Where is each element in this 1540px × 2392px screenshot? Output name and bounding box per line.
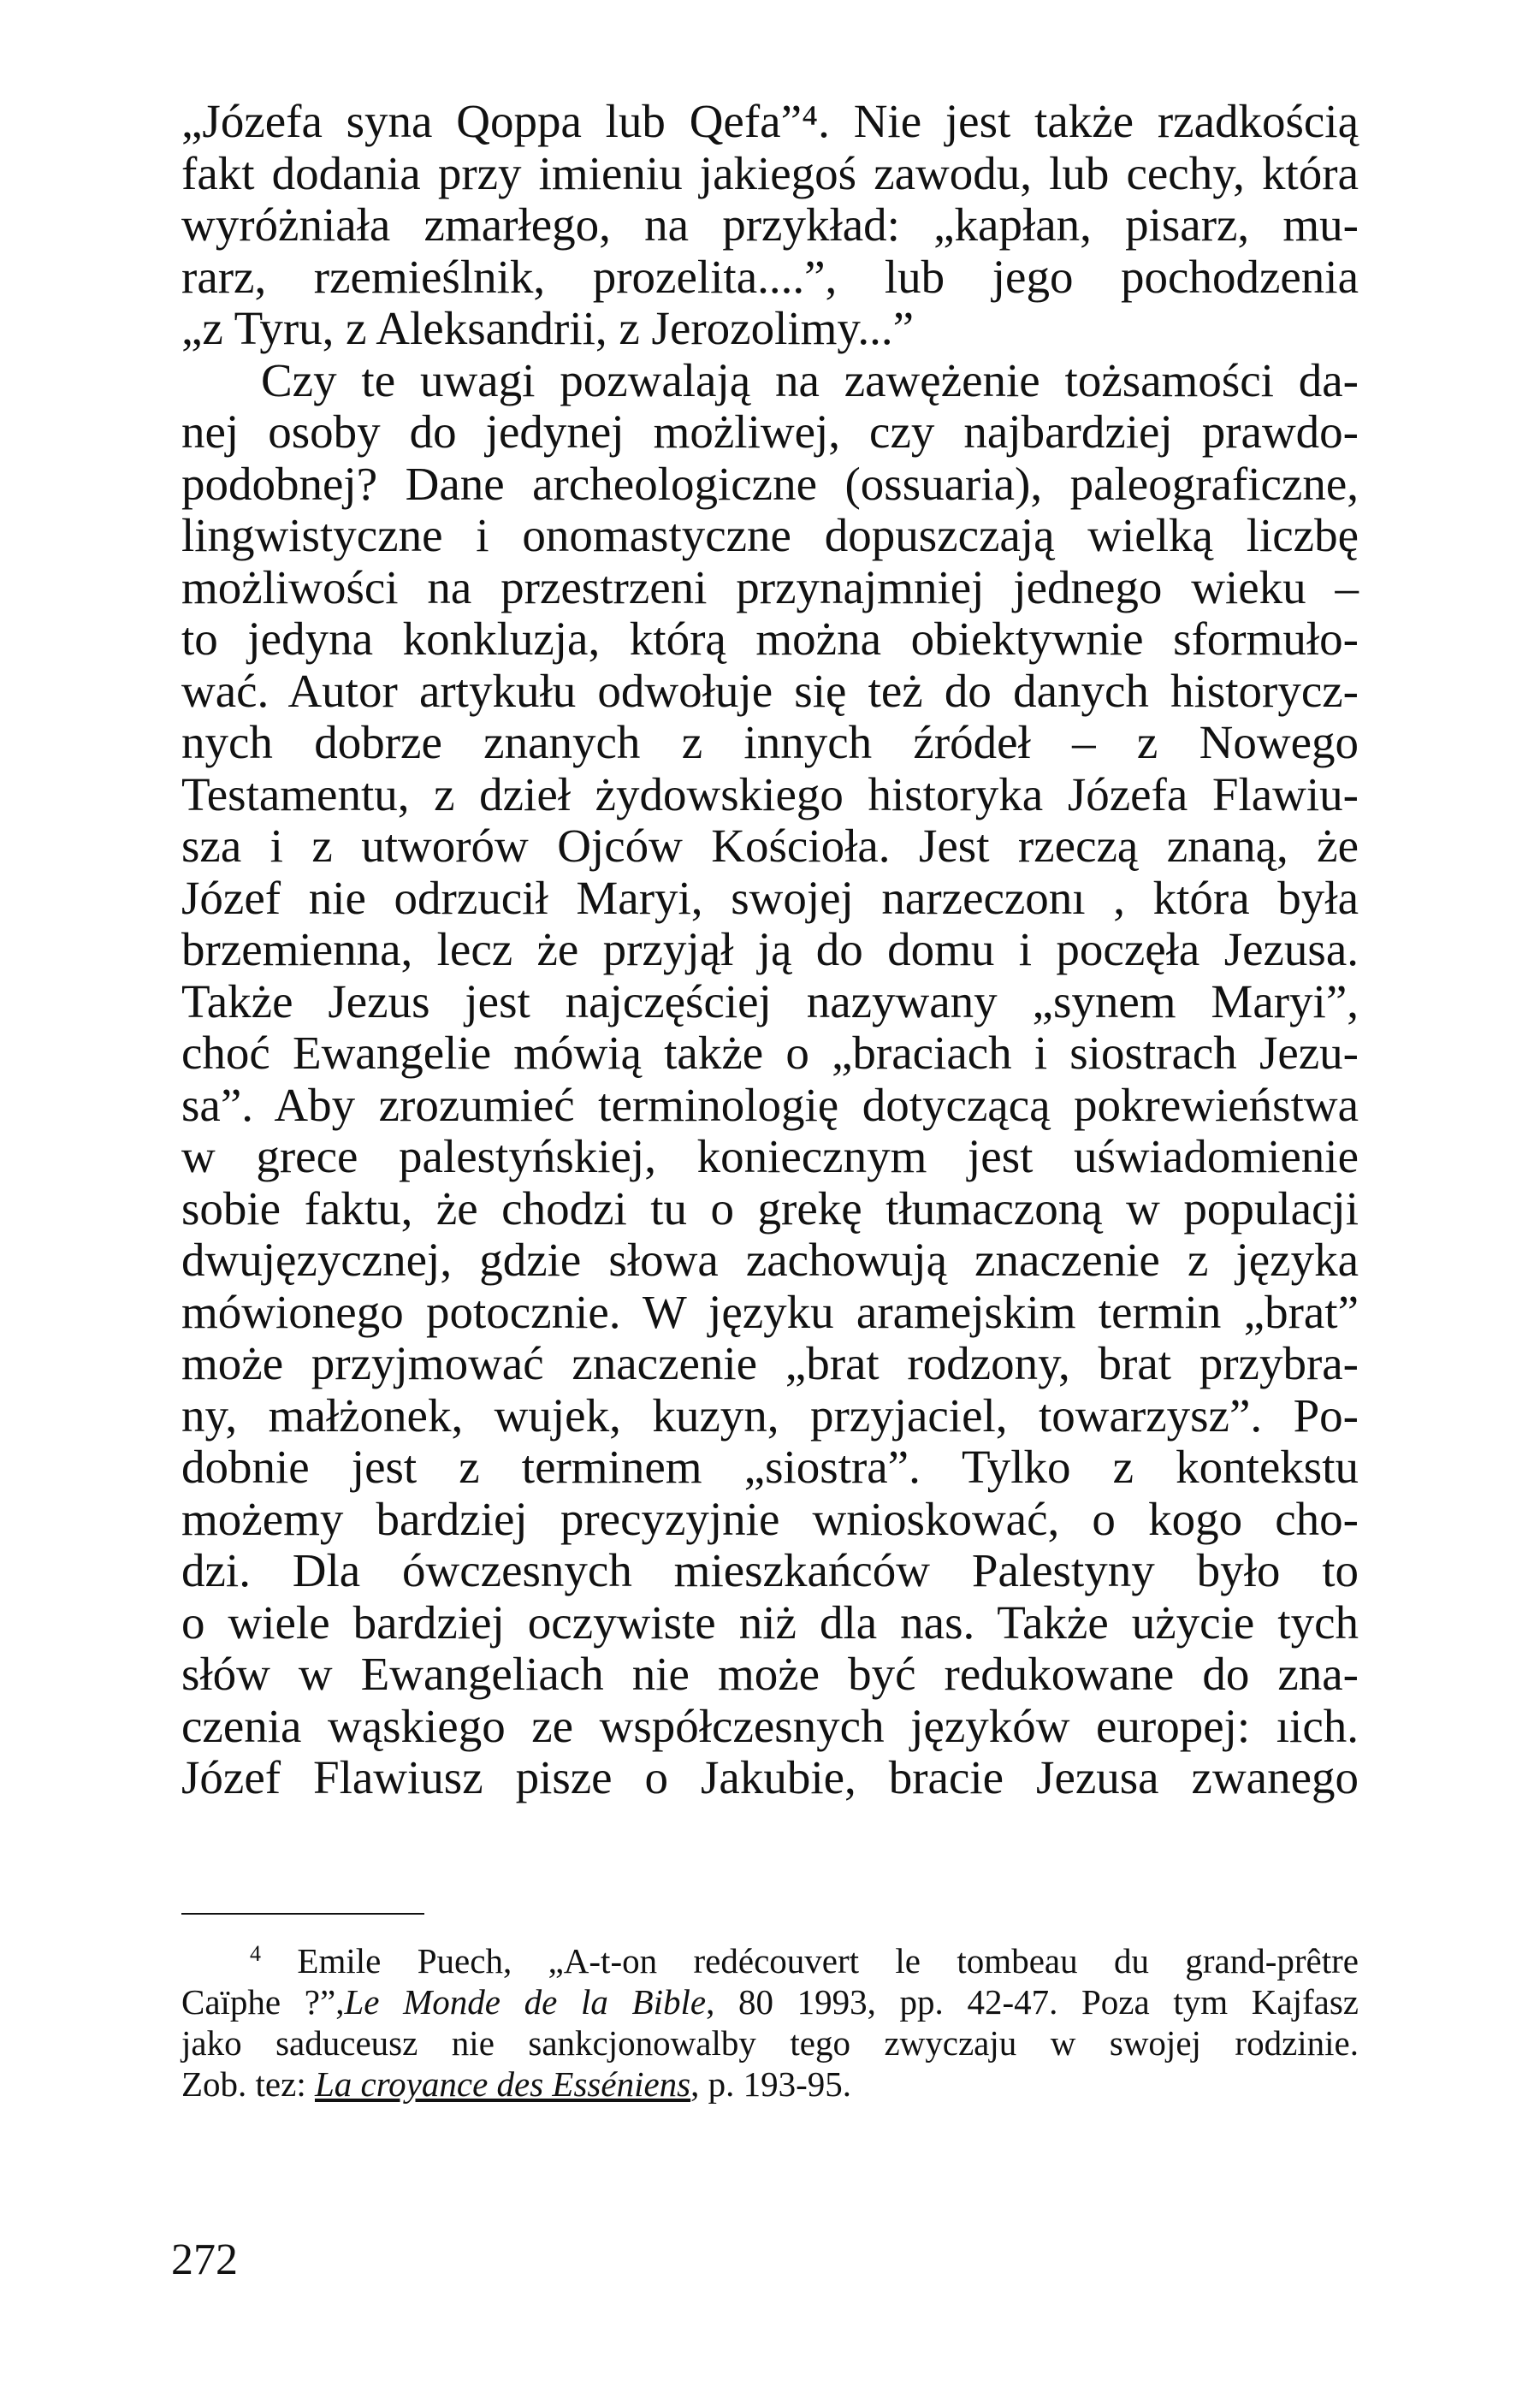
- text-line: rarz, rzemieślnik, prozelita....”, lub jego pochodzenia: [181, 250, 1359, 303]
- footnote-text: , p. 193-95.: [690, 2064, 852, 2104]
- paragraph-start-line: Czy te uwagi pozwalają na zawężenie tożsamości da-: [261, 353, 1359, 406]
- text-line: podobnej? Dane archeologiczne (ossuaria), paleograficzne,: [181, 457, 1359, 510]
- text-line: Także Jezus jest najczęściej nazywany „synem Maryi”,: [181, 974, 1359, 1027]
- text-line: dobnie jest z terminem „siostra”. Tylko z kontekstu: [181, 1441, 1359, 1493]
- footnote-title-italic: La croyance des Esséniens: [314, 2064, 691, 2104]
- footnote-separator: [181, 1913, 424, 1915]
- text-line: wać. Autor artykułu odwołuje się też do danych historycz-: [181, 664, 1359, 717]
- text-line: Józef nie odrzucił Maryi, swojej narzeczonı , która była: [181, 871, 1359, 924]
- footnote-text: Emile Puech, „A-t-on redécouvert le tombeau du grand-prêtre: [297, 1941, 1359, 1981]
- footnote-text: , 80 1993, pp. 42-47. Poza tym Kajfasz: [706, 1982, 1359, 2022]
- footnote-line: [181, 1940, 1359, 1981]
- text-line: choć Ewangelie mówią także o „braciach i siostrach Jezu-: [181, 1027, 1359, 1079]
- text-line: możemy bardziej precyzyjnie wnioskować, o kogo cho-: [181, 1492, 1359, 1545]
- text-line: brzemienna, lecz że przyjął ją do domu i poczęła Jezusa.: [181, 923, 1359, 975]
- text-line: fakt dodania przy imieniu jakiegoś zawodu, lub cechy, która: [181, 146, 1359, 199]
- text-line: „z Tyru, z Aleksandrii, z Jerozolimy...”: [181, 302, 915, 354]
- text-line: możliwości na przestrzeni przynajmniej jednego wieku –: [181, 560, 1359, 613]
- text-line: ny, małżonek, wujek, kuzyn, przyjaciel, towarzysz”. Po-: [181, 1388, 1359, 1442]
- footnote-text: Caïphe ?”,: [181, 1982, 345, 2022]
- text-line: sobie faktu, że chodzi tu o grekę tłumaczoną w populacji: [181, 1181, 1359, 1234]
- text-line: sza i z utworów Ojców Kościoła. Jest rzeczą znaną, że: [181, 820, 1359, 872]
- text-line: „Józefa syna Qoppa lub Qefa”⁴. Nie jest także rzadkością: [181, 95, 1359, 147]
- footnote-text: Zob. tez:: [181, 2064, 315, 2104]
- text-line: Testamentu, z dzieł żydowskiego historyka Józefa Flawiu-: [181, 767, 1359, 820]
- main-text: [181, 96, 1359, 1804]
- footnote-marker: 4: [250, 1941, 261, 1966]
- text-line: czenia wąskiego ze współczesnych języków europej: ıich.: [181, 1699, 1359, 1752]
- text-line: w grece palestyńskiej, koniecznym jest uświadomienie: [181, 1130, 1359, 1182]
- text-line: słów w Ewangeliach nie może być redukowane do zna-: [181, 1648, 1359, 1700]
- text-line: dwujęzycznej, gdzie słowa zachowują znaczenie z języka: [181, 1234, 1359, 1286]
- text-line: nych dobrze znanych z innych źródeł – z Nowego: [181, 716, 1359, 768]
- footnote: [181, 1940, 1359, 2105]
- text-line: nej osoby do jedynej możliwej, czy najbardziej prawdo-: [181, 406, 1359, 458]
- footnote-title-italic: Le Monde de la Bible: [344, 1982, 707, 2022]
- text-line: może przyjmować znaczenie „brat rodzony, brat przybra-: [181, 1337, 1359, 1389]
- text-line: sa”. Aby zrozumieć terminologię dotyczącą pokrewieństwa: [181, 1078, 1359, 1131]
- text-line: dzi. Dla ówczesnych mieszkańców Palestyny było to: [181, 1544, 1359, 1596]
- text-line: o wiele bardziej oczywiste niż dla nas. Także użycie tych: [181, 1596, 1359, 1649]
- footnote-line: [181, 2063, 1359, 2105]
- page-number: 272: [171, 2235, 238, 2284]
- footnote-line: jako saduceusz nie sankcjonowalby tego zwyczaju w swojej rodzinie.: [181, 2023, 1359, 2063]
- text-line: to jedyna konkluzja, którą można obiektywnie sformuło-: [181, 613, 1359, 665]
- text-line: Józef Flawiusz pisze o Jakubie, bracie Jezusa zwanego: [181, 1751, 1359, 1803]
- text-line: mówionego potocznie. W języku aramejskim termin „brat”: [181, 1285, 1359, 1338]
- text-line: wyróżniała zmarłego, na przykład: „kapłan, pisarz, mu-: [181, 198, 1359, 251]
- footnote-line: [181, 1981, 1359, 2022]
- text-line: lingwistyczne i onomastyczne dopuszczają wielką liczbę: [181, 509, 1359, 561]
